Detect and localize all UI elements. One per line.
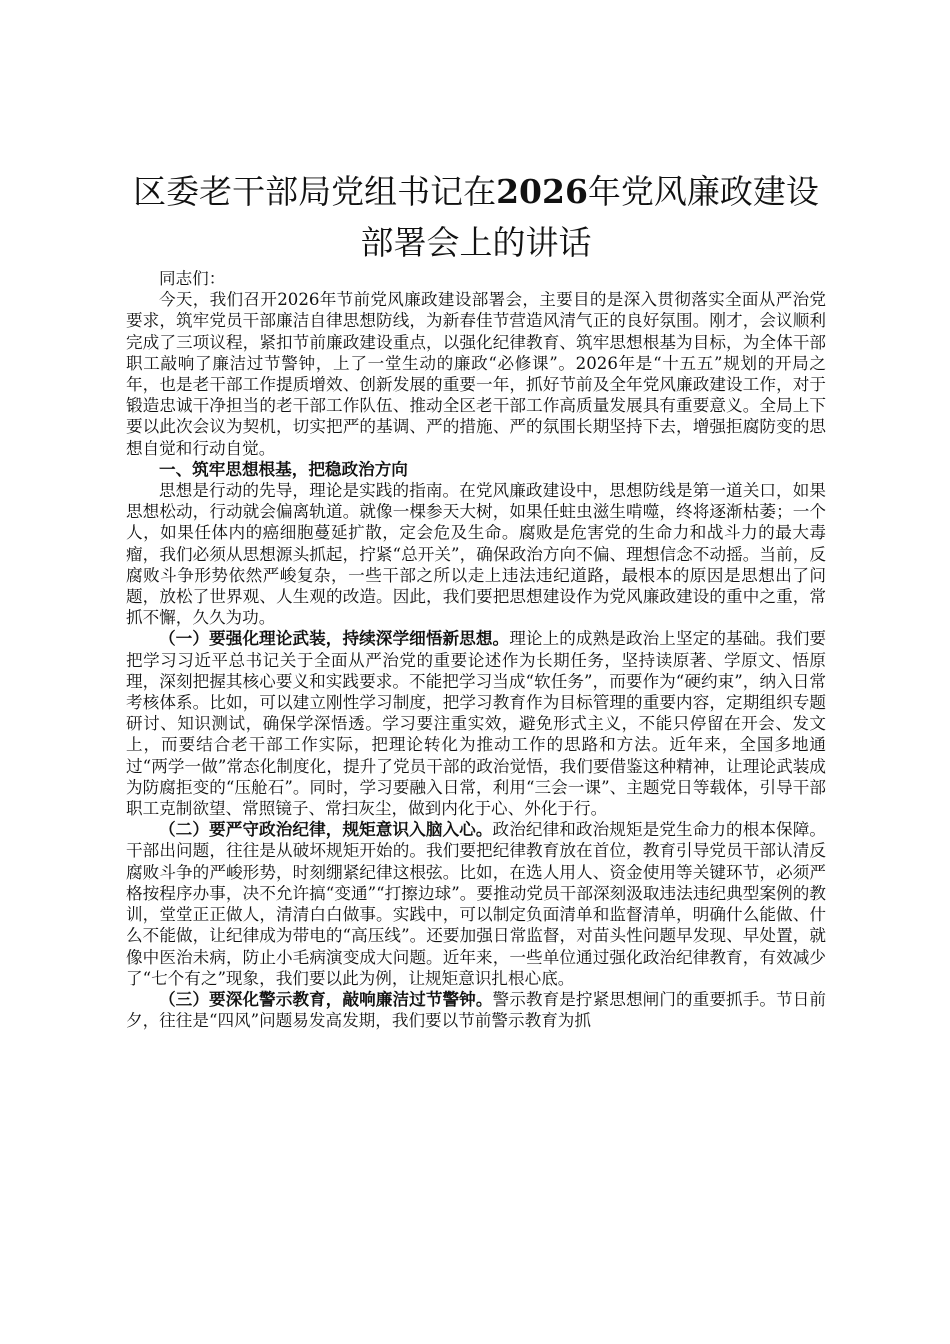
intro-paragraph: 今天，我们召开2026年节前党风廉政建设部署会，主要目的是深入贯彻落实全面从严治党要求，筑牢党员干部廉洁自律思想防线，为新春佳节营造风清气正的良好氛围。刚才，会议顺利完成了三项议程，紧扣节前廉政建设重点，以强化纪律教育、筑牢思想根基为目标，为全体干部职工敲响了廉洁过节警钟，上了一堂生动的廉政“必修课”。2026年是“十五五”规划的开局之年，也是老干部工作提质增效、创新发展的重要一年，抓好节前及全年党风廉政建设工作，对于锻造忠诚干净担当的老干部工作队伍、推动全区老干部工作高质量发展具有重要意义。全局上下要以此次会议为契机，切实把严的基调、严的措施、严的氛围长期坚持下去，增强拒腐防变的思想自觉和行动自觉。 (126, 290, 826, 458)
sub1-paragraph (126, 628, 826, 819)
document-title (126, 166, 826, 268)
document-page (126, 166, 826, 1031)
title-year: 2026 (496, 172, 588, 211)
sub2-heading: （二）要严守政治纪律，规矩意识入脑入心。 (159, 819, 493, 840)
section1-paragraph: 思想是行动的先导，理论是实践的指南。在党风廉政建设中，思想防线是第一道关口，如果思想松动，行动就会偏离轨道。就像一棵参天大树，如果任蛀虫滋生啃噬，终将逐渐枯萎；一个人，如果任体内的癌细胞蔓延扩散，定会危及生命。腐败是危害党的生命力和战斗力的最大毒瘤，我们必须从思想源头抓起，拧紧“总开关”，确保政治方向不偏、理想信念不动摇。当前，反腐败斗争形势依然严峻复杂，一些干部之所以走上违法违纪道路，最根本的原因是思想出了问题，放松了世界观、人生观的改造。因此，我们要把思想建设作为党风廉政建设的重中之重，常抓不懈，久久为功。 (126, 481, 826, 628)
sub3-heading: （三）要深化警示教育，敲响廉洁过节警钟。 (159, 988, 493, 1009)
sub3-paragraph (126, 989, 826, 1031)
sub2-paragraph (126, 819, 826, 989)
section1-heading: 一、筑牢思想根基，把稳政治方向 (159, 458, 408, 479)
title-part1: 区委老干部局党组书记在 (133, 172, 497, 211)
sub2-body: 政治纪律和政治规矩是党生命力的根本保障。干部出问题，往往是从破坏规矩开始的。我们要把纪律教育放在首位，教育引导党员干部认清反腐败斗争的严峻形势，时刻绷紧纪律这根弦。比如，在选人用人、资金使用等关键环节，必须严格按程序办事，决不允许搞“变通”“打擦边球”。要推动党员干部深刻汲取违法违纪典型案例的教训，堂堂正正做人，清清白白做事。实践中，可以制定负面清单和监督清单，明确什么能做、什么不能做，让纪律成为带电的“高压线”。还要加强日常监督，对苗头性问题早发现、早处置，就像中医治未病，防止小毛病演变成大问题。近年来，一些单位通过强化政治纪律教育，有效减少了“七个有之”现象，我们要以此为例，让规矩意识扎根心底。 (126, 820, 827, 988)
title-part2: 年党风廉政建设部署会上的讲话 (360, 172, 819, 262)
sub1-body: 理论上的成熟是政治上坚定的基础。我们要把学习习近平总书记关于全面从严治党的重要论述作为长期任务，坚持读原著、学原文、悟原理，深刻把握其核心要义和实践要求。不能把学习当成“软任务”，而要作为“硬约束”，纳入日常考核体系。比如，可以建立刚性学习制度，把学习教育作为目标管理的重要内容，定期组织专题研讨、知识测试，确保学深悟透。学习要注重实效，避免形式主义，不能只停留在开会、发文上，而要结合老干部工作实际，把理论转化为推动工作的思路和方法。近年来，全国多地通过“两学一做”常态化制度化，提升了党员干部的政治觉悟，我们要借鉴这种精神，让理论武装成为防腐拒变的“压舱石”。同时，学习要融入日常，利用“三会一课”、主题党日等载体，引导干部职工克制欲望、常照镜子、常扫灰尘，做到内化于心、外化于行。 (126, 629, 826, 819)
sub3-body: 警示教育是拧紧思想闸门的重要抓手。节日前夕，往往是“四风”问题易发高发期，我们要以节前警示教育为抓 (126, 989, 827, 1031)
sub1-heading: （一）要强化理论武装，持续深学细悟新思想。 (159, 628, 510, 649)
salutation: 同志们： (159, 269, 226, 288)
